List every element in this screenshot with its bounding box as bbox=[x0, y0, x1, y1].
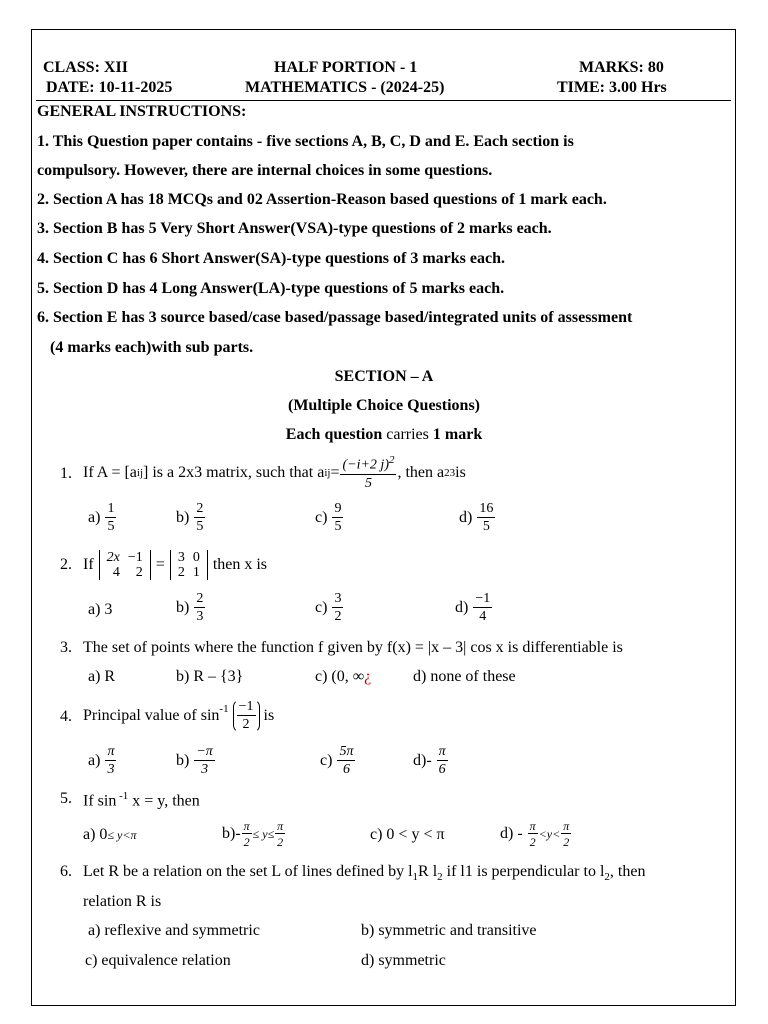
q2-opt-c-label: c) bbox=[315, 599, 328, 616]
q5-option-c[interactable]: c) 0 < y < π bbox=[370, 826, 445, 843]
q2-pre: If bbox=[83, 556, 94, 573]
q1-text bbox=[83, 455, 466, 491]
q6-sub-3: 2 bbox=[604, 871, 610, 884]
q1-opt-d-num: 16 bbox=[479, 501, 494, 516]
q6-sub-1: 1 bbox=[412, 871, 419, 884]
q4-opt-c-den: 6 bbox=[342, 762, 350, 777]
q4-opt-a-frac bbox=[105, 745, 116, 777]
q4-opt-c-frac bbox=[337, 745, 355, 777]
q6-text-d: , then bbox=[609, 863, 646, 880]
q6-text-b: R l bbox=[418, 863, 438, 880]
q1-text-a: If A = [a bbox=[83, 464, 137, 481]
q4-opt-d-num: π bbox=[438, 744, 446, 759]
q2-opt-b-label: b) bbox=[176, 599, 190, 616]
q5-opt-b-text: b)- bbox=[222, 825, 241, 842]
q1-opt-b-den: 5 bbox=[196, 519, 204, 534]
q2-opt-b-num: 2 bbox=[196, 591, 204, 606]
instructions-heading: GENERAL INSTRUCTIONS: bbox=[37, 103, 247, 120]
q5-post: x = y, then bbox=[128, 792, 200, 810]
q4-opt-c-num: 5π bbox=[339, 744, 354, 759]
q2-m1-22: 2 bbox=[135, 565, 143, 580]
q2-opt-d-den: 4 bbox=[479, 609, 487, 624]
q5-sup: -1 bbox=[116, 790, 129, 802]
marks-label: MARKS: 80 bbox=[579, 59, 664, 76]
q5-opt-b-den1: 2 bbox=[243, 835, 250, 849]
q1-opt-a-den: 5 bbox=[107, 519, 115, 534]
q5-opt-b-num2: π bbox=[277, 819, 284, 833]
q5-option-b[interactable] bbox=[222, 820, 286, 848]
q5-opt-d-mid: <y< bbox=[538, 826, 561, 841]
q2-m2-12: 0 bbox=[192, 549, 200, 565]
q5-number: 5. bbox=[60, 790, 72, 807]
q5-opt-a-math: ≤ y<π bbox=[107, 827, 137, 842]
q2-option-d[interactable] bbox=[455, 592, 493, 624]
instruction-1: 1. This Question paper contains - five sections A, B, C, D and E. Each section is bbox=[37, 133, 574, 150]
q5-opt-d-frac2 bbox=[561, 820, 571, 848]
q3-number: 3. bbox=[60, 639, 72, 656]
q4-opt-b-num: −π bbox=[196, 744, 213, 759]
q4-opt-b-frac bbox=[194, 745, 214, 777]
q4-opt-b-den: 3 bbox=[201, 762, 209, 777]
q1-opt-b-num: 2 bbox=[196, 501, 204, 516]
time-label: TIME: 3.00 Hrs bbox=[557, 79, 667, 96]
q5-option-d[interactable] bbox=[500, 820, 572, 848]
q4-paren bbox=[233, 699, 260, 733]
q4-pre: Principal value of sin bbox=[83, 707, 220, 724]
q5-opt-d-text: d) - bbox=[500, 825, 523, 842]
q5-opt-d-num1: π bbox=[529, 819, 536, 833]
instruction-3: 3. Section B has 5 Very Short Answer(VSA)-type questions of 2 marks each. bbox=[37, 220, 552, 237]
q2-determinant-1 bbox=[99, 550, 151, 581]
q2-opt-c-num: 3 bbox=[334, 591, 342, 606]
q6-text-c: if l1 is perpendicular to l bbox=[442, 863, 605, 880]
q1-sub-ij: ij bbox=[136, 467, 144, 479]
q3-opt-c-glyph: ¿ bbox=[364, 668, 372, 685]
q2-m2-22: 1 bbox=[192, 565, 200, 580]
q6-text-a: Let R be a relation on the set L of lines defined by l bbox=[83, 863, 413, 880]
q3-option-d[interactable]: d) none of these bbox=[413, 668, 516, 685]
q4-fraction bbox=[237, 700, 256, 732]
q2-opt-d-label: d) bbox=[455, 599, 469, 616]
q1-number: 1. bbox=[60, 465, 72, 482]
q6-text-line2: relation R is bbox=[83, 893, 162, 910]
q2-m1-12: −1 bbox=[127, 549, 143, 565]
q1-opt-d-frac bbox=[477, 502, 495, 534]
q5-text bbox=[83, 790, 200, 810]
q1-text-c: = bbox=[330, 464, 340, 481]
section-note-pre: Each question bbox=[285, 426, 383, 443]
q2-opt-d-num: −1 bbox=[475, 591, 491, 606]
q2-opt-b-den: 3 bbox=[196, 609, 204, 624]
q1-text-b: ] is a 2x3 matrix, such that a bbox=[143, 464, 325, 481]
q1-opt-b-label: b) bbox=[176, 509, 190, 526]
q2-number: 2. bbox=[60, 556, 72, 573]
q4-number: 4. bbox=[60, 708, 72, 725]
q1-opt-d-den: 5 bbox=[482, 519, 490, 534]
exam-title: HALF PORTION - 1 bbox=[274, 59, 418, 76]
q1-opt-c-label: c) bbox=[315, 509, 328, 526]
section-subtitle: (Multiple Choice Questions) bbox=[288, 397, 480, 414]
q1-opt-c-num: 9 bbox=[334, 501, 342, 516]
q1-text-d: , then a bbox=[397, 464, 445, 481]
q4-option-d[interactable] bbox=[413, 745, 449, 777]
q2-option-b[interactable] bbox=[176, 592, 206, 624]
q4-opt-a-den: 3 bbox=[107, 762, 115, 777]
q3-opt-c-text: c) (0, ∞ bbox=[315, 668, 365, 685]
q6-number: 6. bbox=[60, 863, 72, 880]
instruction-2: 2. Section A has 18 MCQs and 02 Assertion-Reason based questions of 1 mark each. bbox=[37, 191, 607, 208]
q5-opt-d-den2: 2 bbox=[563, 835, 570, 849]
subject-title: MATHEMATICS - (2024-25) bbox=[245, 79, 445, 96]
q5-opt-b-mid: ≤ y≤ bbox=[252, 826, 275, 841]
q5-opt-d-num2: π bbox=[563, 819, 570, 833]
q4-option-c[interactable] bbox=[320, 745, 356, 777]
q1-text-e: is bbox=[455, 464, 466, 481]
q3-text: The set of points where the function f given by f(x) = |x – 3| cos x is differentiable is bbox=[83, 639, 623, 656]
q1-fraction bbox=[340, 455, 396, 491]
q5-opt-d-frac1 bbox=[528, 820, 538, 848]
q3-option-b[interactable]: b) R – {3} bbox=[176, 668, 244, 685]
q1-option-c[interactable] bbox=[315, 502, 344, 534]
q1-frac-num: (−i+2 j) bbox=[342, 457, 389, 473]
q6-option-c[interactable]: c) equivalence relation bbox=[85, 952, 231, 969]
q1-opt-c-frac bbox=[332, 502, 343, 534]
q6-option-a[interactable]: a) reflexive and symmetric bbox=[88, 922, 260, 939]
q4-opt-b-label: b) bbox=[176, 752, 190, 769]
q2-opt-d-frac bbox=[473, 592, 492, 624]
q2-equals: = bbox=[155, 556, 165, 573]
instruction-4: 4. Section C has 6 Short Answer(SA)-type questions of 3 marks each. bbox=[37, 250, 506, 267]
section-note bbox=[0, 426, 768, 444]
date-label: DATE: 10-11-2025 bbox=[46, 79, 173, 96]
q6-option-b[interactable]: b) symmetric and transitive bbox=[361, 922, 537, 939]
q4-opt-d-den: 6 bbox=[438, 762, 446, 777]
q6-text bbox=[83, 863, 645, 883]
instruction-5: 5. Section D has 4 Long Answer(LA)-type questions of 5 marks each. bbox=[37, 280, 505, 297]
q2-m2-11: 3 bbox=[177, 549, 185, 565]
q5-opt-b-frac1 bbox=[242, 820, 252, 848]
q2-determinant-2 bbox=[170, 550, 208, 581]
q4-option-b[interactable] bbox=[176, 745, 216, 777]
instruction-6-cont: (4 marks each)with sub parts. bbox=[50, 339, 254, 356]
q3-option-c[interactable] bbox=[315, 668, 371, 686]
q4-frac-num: −1 bbox=[238, 699, 254, 714]
q2-text bbox=[83, 547, 267, 583]
q1-opt-a-num: 1 bbox=[107, 501, 115, 516]
q4-option-a[interactable] bbox=[88, 745, 117, 777]
q6-option-d[interactable]: d) symmetric bbox=[361, 952, 446, 969]
section-note-mid: carries bbox=[382, 426, 433, 443]
q2-opt-c-frac bbox=[332, 592, 343, 624]
q1-sub-ij-2: ij bbox=[324, 467, 331, 479]
q5-opt-b-num1: π bbox=[243, 819, 250, 833]
q5-option-a[interactable] bbox=[83, 826, 136, 844]
q1-opt-a-frac bbox=[105, 502, 116, 534]
q4-opt-a-label: a) bbox=[88, 752, 101, 769]
q4-sup: -1 bbox=[219, 703, 229, 715]
q4-post: is bbox=[263, 707, 275, 724]
instruction-1-cont: compulsory. However, there are internal choices in some questions. bbox=[37, 162, 493, 179]
q1-option-b[interactable] bbox=[176, 502, 206, 534]
q3-option-a[interactable]: a) R bbox=[88, 668, 116, 685]
q1-frac-sup: 2 bbox=[388, 454, 395, 467]
q2-option-c[interactable] bbox=[315, 592, 344, 624]
q4-text bbox=[83, 697, 274, 735]
q1-opt-d-label: d) bbox=[459, 509, 473, 526]
section-title: SECTION – A bbox=[334, 368, 434, 385]
q1-frac-den: 5 bbox=[364, 475, 372, 491]
q5-opt-b-frac2 bbox=[275, 820, 285, 848]
q1-option-d[interactable] bbox=[459, 502, 496, 534]
q1-opt-c-den: 5 bbox=[334, 519, 342, 534]
q5-pre: If sin bbox=[83, 792, 117, 810]
q5-opt-a-text: a) 0 bbox=[83, 826, 108, 843]
q5-opt-b-den2: 2 bbox=[277, 835, 284, 849]
q5-opt-d-den1: 2 bbox=[529, 835, 536, 849]
q2-m2-21: 2 bbox=[177, 565, 185, 580]
q2-m1-21: 4 bbox=[112, 565, 120, 580]
q1-option-a[interactable] bbox=[88, 502, 117, 534]
q4-opt-d-frac bbox=[437, 745, 448, 777]
q2-m1-11: 2x bbox=[106, 549, 120, 565]
header-rule bbox=[36, 100, 731, 101]
q2-option-a[interactable]: a) 3 bbox=[88, 601, 113, 618]
q4-opt-a-num: π bbox=[107, 744, 115, 759]
q6-sub-2: 2 bbox=[437, 871, 443, 884]
q4-opt-d-label: d)- bbox=[413, 752, 432, 769]
q1-sub-23: 23 bbox=[444, 467, 456, 479]
q2-opt-c-den: 2 bbox=[334, 609, 342, 624]
q1-opt-b-frac bbox=[194, 502, 205, 534]
q1-opt-a-label: a) bbox=[88, 509, 101, 526]
q2-opt-b-frac bbox=[194, 592, 205, 624]
q4-opt-c-label: c) bbox=[320, 752, 333, 769]
q2-post: then x is bbox=[212, 556, 268, 573]
instruction-6: 6. Section E has 3 source based/case based/passage based/integrated units of assessment bbox=[37, 309, 633, 326]
class-label: CLASS: XII bbox=[43, 59, 128, 76]
section-note-post: 1 mark bbox=[432, 426, 483, 443]
q4-frac-den: 2 bbox=[242, 717, 250, 732]
